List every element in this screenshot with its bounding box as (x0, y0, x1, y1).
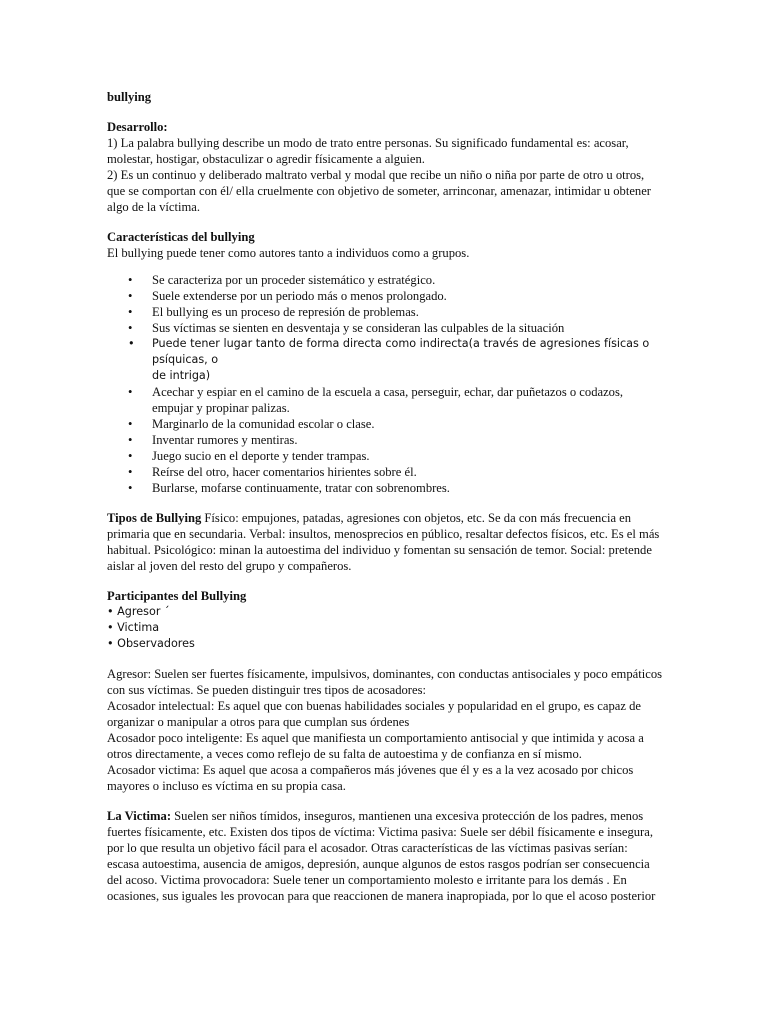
bullet-icon: • (128, 465, 133, 479)
section-participantes (107, 588, 663, 652)
document-title: bullying (107, 90, 152, 104)
text-line: fuertes físicamente, etc. Existen dos tipos de víctima: Victima pasiva: Suele ser débil físicamente e insegura, (107, 825, 653, 839)
list-item-continuation: de intriga) (152, 369, 211, 382)
text-line: del acoso. Victima provocadora: Suele tener un comportamiento molesto e irritante para los demás . En (107, 873, 627, 887)
text-line: ocasiones, sus iguales les provocan para que reaccionen de manera inapropiada, por lo que el acoso posterior (107, 889, 656, 903)
section-caracteristicas (107, 229, 663, 496)
section-victima (107, 808, 663, 904)
participantes-heading: Participantes del Bullying (107, 589, 247, 603)
bullet-icon: • (128, 449, 133, 463)
text-line: algo de la víctima. (107, 200, 201, 214)
victima-heading: La Victima: (107, 809, 172, 823)
text-line: aislar al joven del resto del grupo y compañeros. (107, 559, 352, 573)
list-item: • Sus víctimas se sienten en desventaja y se consideran las culpables de la situación (128, 321, 565, 335)
text-line: Agresor: Suelen ser fuertes físicamente, impulsivos, dominantes, con conductas antisociales y poco empáticos (107, 667, 663, 681)
participant-item: • Observadores (107, 637, 195, 650)
participant-item: • Agresor ´ (107, 605, 170, 618)
bullet-icon: • (128, 481, 133, 495)
section-desarrollo (107, 119, 663, 215)
bullet-icon: • (128, 337, 135, 350)
section-tipos (107, 510, 663, 574)
list-item: • Inventar rumores y mentiras. (128, 433, 298, 447)
text-line: mayores o incluso es víctima en su propia casa. (107, 779, 346, 793)
text-line: organizar o manipular a otros para que cumplan sus órdenes (107, 715, 410, 729)
list-item: • Burlarse, mofarse continuamente, tratar con sobrenombres. (128, 481, 450, 495)
list-item-continuation: empujar y propinar palizas. (152, 401, 290, 415)
desarrollo-heading: Desarrollo: (107, 120, 168, 134)
text-line: 1) La palabra bullying describe un modo de trato entre personas. Su significado fundamental es: acosar, (107, 136, 629, 150)
caracteristicas-intro: El bullying puede tener como autores tanto a individuos como a grupos. (107, 246, 470, 260)
list-item: • Suele extenderse por un periodo más o menos prolongado. (128, 289, 447, 303)
text-line: que se comportan con él/ ella cruelmente con objetivo de someter, arrinconar, amenazar, intimidar u obtener (107, 184, 651, 198)
text-line: por lo que resulta un objetivo fácil para el acosador. Otras características de las víctimas pasivas serían: (107, 841, 628, 855)
bullet-icon: • (128, 289, 133, 303)
text-line: molestar, hostigar, obstaculizar o agredir físicamente a alguien. (107, 152, 425, 166)
text-line: Acosador poco inteligente: Es aquel que manifiesta un comportamiento antisocial y que intimida y acosa a (107, 731, 644, 745)
text-line: Acosador intelectual: Es aquel que con buenas habilidades sociales y popularidad en el grupo, es capaz de (107, 699, 641, 713)
text-line: con sus víctimas. Se pueden distinguir tres tipos de acosadores: (107, 683, 426, 697)
text-line: escasa autoestima, ausencia de amigos, depresión, aunque algunos de estos rasgos podrían ser consecuencia (107, 857, 650, 871)
document-page (107, 89, 663, 904)
bullet-icon: • (128, 417, 133, 431)
text-line: 2) Es un continuo y deliberado maltrato verbal y modal que recibe un niño o niña por parte de otro u otros, (107, 168, 645, 182)
tipos-heading: Tipos de Bullying (107, 511, 202, 525)
text-line: La Victima: Suelen ser niños tímidos, inseguros, mantienen una excesiva protección de los padres, menos (107, 809, 644, 823)
list-item: • Marginarlo de la comunidad escolar o clase. (128, 417, 375, 431)
list-item: • Se caracteriza por un proceder sistemático y estratégico. (128, 273, 436, 287)
text-line: primaria que en secundaria. Verbal: insultos, menosprecios en público, resaltar defectos físicos, etc. Es el más (107, 527, 660, 541)
caracteristicas-heading: Características del bullying (107, 230, 255, 244)
list-item: • Reírse del otro, hacer comentarios hirientes sobre él. (128, 465, 417, 479)
bullet-icon: • (128, 273, 133, 287)
bullet-icon: • (128, 433, 133, 447)
text-line: otros directamente, a veces como reflejo de su falta de autoestima y de confianza en sí mismo. (107, 747, 582, 761)
list-item: • Acechar y espiar en el camino de la escuela a casa, perseguir, echar, dar puñetazos o codazos, (128, 385, 624, 399)
participant-item: • Victima (107, 621, 160, 634)
list-item: • Juego sucio en el deporte y tender trampas. (128, 449, 370, 463)
list-item: • El bullying es un proceso de represión de problemas. (128, 305, 419, 319)
text-line: Acosador victima: Es aquel que acosa a compañeros más jóvenes que él y es a la vez acosado por chicos (107, 763, 634, 777)
text-line: habitual. Psicológico: minan la autoestima del individuo y fomentan su sensación de temor. Social: pretende (107, 543, 652, 557)
caracteristicas-list (107, 272, 663, 496)
list-item: • Puede tener lugar tanto de forma directa como indirecta(a través de agresiones físicas o psíquicas, o (128, 337, 650, 366)
bullet-icon: • (128, 305, 133, 319)
section-agresor (107, 666, 663, 794)
bullet-icon: • (128, 385, 133, 399)
text-line: Tipos de Bullying Físico: empujones, patadas, agresiones con objetos, etc. Se da con más frecuencia en (107, 511, 632, 525)
bullet-icon: • (128, 321, 133, 335)
